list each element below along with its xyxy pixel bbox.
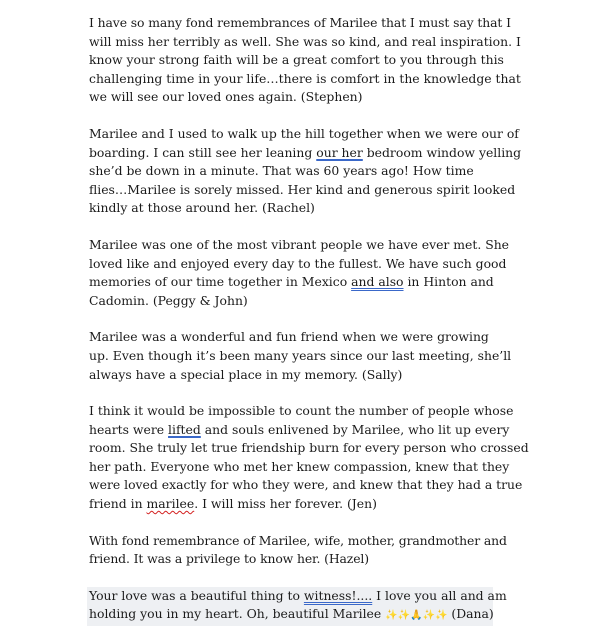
sparkle-prayer-emoji: [385, 606, 447, 621]
text-line: Marilee was one of the most vibrant people we have ever met. She: [89, 236, 510, 252]
text-line: she’d be down in a minute. That was 60 years ago! How time: [89, 163, 474, 179]
text-line: Your love was a beautiful thing to witness!.... I love you all and am: [89, 587, 507, 603]
text-line: friend. It was a privilege to know her. (Hazel): [89, 551, 369, 567]
spelling-flag: marilee: [146, 496, 195, 512]
grammar-flag: lifted: [168, 421, 201, 437]
sparkle-icon: ✨: [422, 610, 435, 622]
condolence-paragraph-jen: [89, 402, 559, 514]
text-line: will miss her terribly as well. She was so kind, and real inspiration. I: [89, 33, 521, 49]
text-line: I think it would be impossible to count the number of people whose: [89, 403, 514, 419]
text-line: Cadomin. (Peggy & John): [89, 292, 248, 308]
sparkle-icon: ✨: [385, 610, 398, 622]
text-line: I have so many fond remembrances of Marilee that I must say that I: [89, 15, 511, 30]
text-line: were loved exactly for who they were, and knew that they had a true: [89, 477, 523, 493]
condolence-paragraph-hazel: [89, 532, 559, 569]
grammar-flag: our her: [316, 144, 363, 160]
text-line: challenging time in your life…there is comfort in the knowledge that: [89, 70, 521, 86]
condolence-paragraph-peggy-john: [89, 236, 559, 310]
text-line: loved like and enjoyed every day to the fullest. We have such good: [89, 255, 507, 271]
condolence-paragraph-dana: [87, 587, 507, 626]
grammar-flag: and also: [351, 274, 404, 290]
text-line: know your strong faith will be a great comfort to you through this: [89, 52, 504, 68]
praying-hands-icon: 🙏: [410, 610, 423, 622]
condolence-paragraph-sally: [89, 328, 559, 384]
text-line: her path. Everyone who met her knew compassion, knew that they: [89, 458, 510, 474]
text-line: up. Even though it’s been many years since our last meeting, she’ll: [89, 347, 512, 363]
text-line: friend in marilee. I will miss her forever. (Jen): [89, 496, 377, 512]
text-line: With fond remembrance of Marilee, wife, mother, grandmother and: [89, 532, 507, 548]
text-line: boarding. I can still see her leaning our her bedroom window yelling: [89, 144, 522, 160]
text-line: Marilee was a wonderful and fun friend when we were growing: [89, 329, 489, 345]
text-line: holding you in my heart. Oh, beautiful Marilee ✨✨🙏✨✨ (Dana): [89, 606, 494, 622]
sparkle-icon: ✨: [434, 610, 448, 622]
document-body: [89, 14, 559, 644]
text-line: flies…Marilee is sorely missed. Her kind and generous spirit looked: [89, 181, 516, 197]
grammar-flag: witness!....: [303, 587, 373, 603]
text-line: we will see our loved ones again. (Stephen): [89, 89, 363, 105]
condolence-paragraph-rachel: [89, 125, 559, 218]
text-line: memories of our time together in Mexico and also in Hinton and: [89, 274, 494, 290]
text-line: Marilee and I used to walk up the hill together when we were our of: [89, 125, 519, 141]
text-line: hearts were lifted and souls enlivened by Marilee, who lit up every: [89, 421, 510, 437]
condolence-paragraph-stephen: [89, 14, 559, 107]
text-line: kindly at those around her. (Rachel): [89, 200, 315, 216]
sparkle-icon: ✨: [397, 610, 411, 622]
text-line: always have a special place in my memory. (Sally): [89, 366, 403, 382]
text-line: room. She truly let true friendship burn for every person who crossed: [89, 440, 529, 456]
